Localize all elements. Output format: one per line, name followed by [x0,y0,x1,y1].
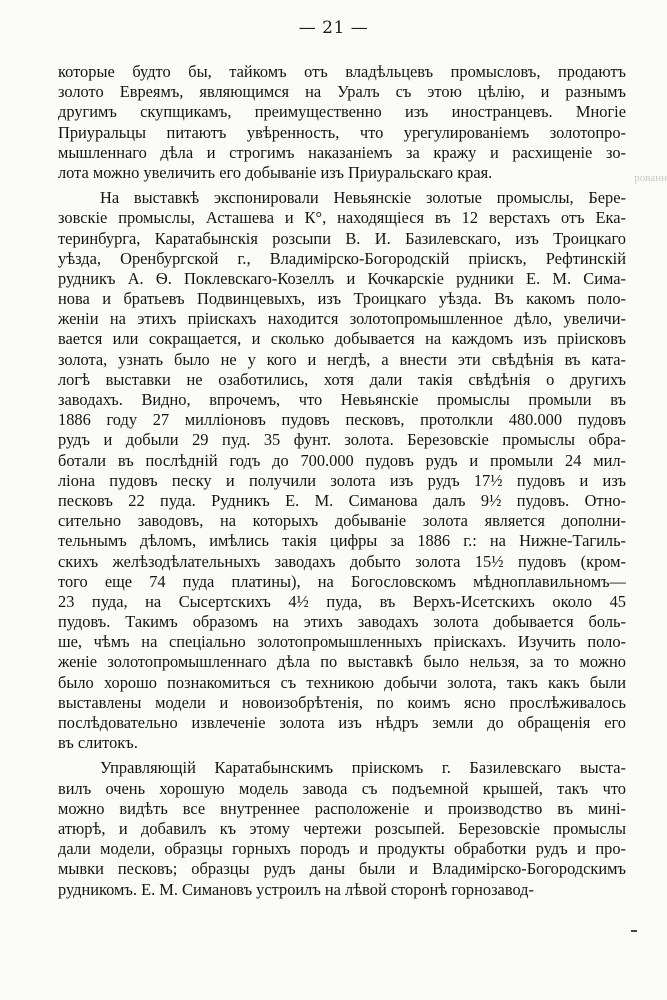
text-line: которые будто бы, тайкомъ отъ владѣльцевъ промысловъ, продаютъ [58,62,626,81]
text-line: На выставкѣ экспонировали Невьянскіе золотые промыслы, Бере- [100,188,626,208]
text-line: тельнымъ дѣломъ, имѣлись такія цифры за 1886 г.: на Нижне-Тагиль- [58,531,626,551]
text-line: можно видѣть все внутреннее расположеніе и производство въ мині- [58,798,626,818]
page-number: — 21 — [298,18,369,38]
text-line: логѣ выставки не озаботились, хотя дали такія свѣдѣнія о другихъ [58,369,626,389]
text-line: уѣзда, Оренбургской г., Владимірско-Богородскій пріискъ, Рефтинскій [58,248,626,268]
text-line: золото Евреямъ, являющимся на Уралъ съ этою цѣлію, и разнымъ [58,82,626,102]
text-line: заводахъ. Видно, впрочемъ, что Невьянскіе промыслы промыли въ [58,390,626,409]
text-line: пудовъ. Такимъ образомъ на этихъ заводахъ золота добывается боль- [58,612,626,632]
text-line: того еще 74 пуда платины), на Богословскомъ мѣдноплавильномъ— [58,571,626,591]
text-line: мывки песковъ; образцы рудъ даны были и Владимірско-Богородскимъ [58,859,626,879]
text-line: песковъ 22 пуда. Рудникъ Е. М. Симанова далъ 9½ пудовъ. Отно- [58,490,626,510]
text-line: Управляющій Каратабынскимъ пріискомъ г. Базилевскаго выста- [100,758,626,778]
text-line: женіи на этихъ пріискахъ находится золотопромышленное дѣло, увеличи- [58,309,626,329]
text-line: рудникъ А. Ѳ. Поклевскаго-Козеллъ и Кочкарскіе рудники Е. М. Сима- [58,268,626,288]
text-line: Приуральцы питаютъ увѣренность, что урегулированіемъ золотопро- [58,122,626,142]
paragraph [58,62,626,183]
text-line: мышленнаго дѣла и строгимъ наказаніемъ за кражу и расхищеніе зо- [58,142,626,162]
text-line: атюрѣ, и добавилъ къ этому чертежи розсыпей. Березовскіе промыслы [58,818,626,838]
text-line: ліона пудовъ песку и получили золота изъ рудъ 17½ пудовъ и изъ [58,470,626,490]
text-line: другимъ скупщикамъ, преимущественно изъ иностранцевъ. Многіе [58,102,626,122]
text-line: ше, чѣмъ на спеціально золотопромышленныхъ пріискахъ. Изучить поло- [58,632,626,652]
paragraph [58,758,626,899]
text-line: 23 пуда, на Сысертскихъ 4½ пуда, въ Верхъ-Исетскихъ около 45 [58,591,626,611]
show-through-fragment: рованн [634,172,667,184]
text-line: нова и братьевъ Подвинцевыхъ, изъ Троицкаго уѣзда. Въ какомъ поло- [58,289,626,309]
text-line: рудникомъ. Е. М. Симановъ устроилъ на лѣвой сторонѣ горнозавод- [58,879,534,899]
text-line: 1886 году 27 милліоновъ пудовъ песковъ, протолкли 480.000 пудовъ [58,410,626,430]
text-line: вилъ очень хорошую модель завода съ подъемной крышей, такъ что [58,778,626,798]
paragraph [58,188,626,753]
text-line: скихъ желѣзодѣлательныхъ заводахъ добыто золота 15½ пудовъ (кром- [58,551,626,571]
text-line: вается или сокращается, и сколько добывается на каждомъ изъ пріисковъ [58,329,626,349]
margin-mark [631,930,637,932]
text-line: теринбурга, Каратабынскія розсыпи В. И. Базилевскаго, изъ Троицкаго [58,228,626,248]
text-line: золота, узнать было не у кого и негдѣ, а внести эти свѣдѣнія въ ката- [58,349,626,369]
text-line: въ слитокъ. [58,733,138,753]
text-line: женіе золотопромышленнаго дѣла по выставкѣ было нельзя, за то можно [58,652,626,672]
text-line: сительно заводовъ, на которыхъ добываніе золота является дополни- [58,511,626,531]
text-line: лота можно увеличить его добываніе изъ Приуральскаго края. [58,162,493,182]
text-line: рудъ и добыли 29 пуд. 35 фунт. золота. Березовскіе промыслы обра- [58,430,626,450]
text-line: послѣдовательно извлеченіе золота изъ нѣдръ земли до обращенія его [58,713,626,732]
text-line: зовскіе промыслы, Асташева и К°, находящіеся въ 12 верстахъ отъ Ека- [58,208,626,228]
text-line: было хорошо познакомиться съ техникою добычи золота, такъ какъ были [58,672,626,692]
text-line: выставлены модели и новоизобрѣтенія, по коимъ ясно прослѣживалось [58,692,626,712]
text-line: ботали въ послѣдній годъ до 700.000 пудовъ рудъ и промыли 24 мил- [58,450,626,470]
body-text [58,62,626,900]
text-line: дали модели, образцы горныхъ породъ и продукты обработки рудъ и про- [58,839,626,859]
